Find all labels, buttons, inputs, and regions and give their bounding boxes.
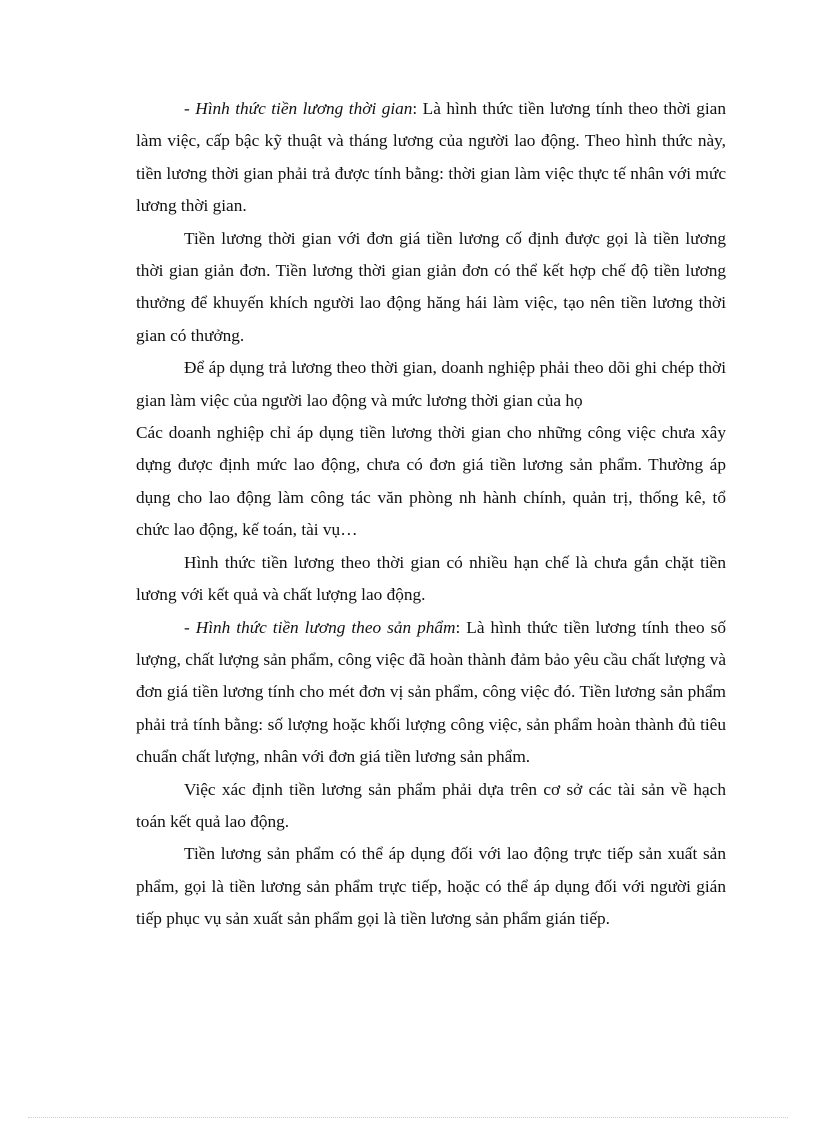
paragraph-text: : Là hình thức tiền lương tính theo thời gian làm việc, cấp bậc kỹ thuật và tháng lương của người lao động. Theo hình thức này, tiền lương thời gian phải trả được tính bằng: thời gian làm việc thực tế nhân với mức lương thời gian. [136,99,726,216]
paragraph-determination: Việc xác định tiền lương sản phẩm phải dựa trên cơ sở các tài sản về hạch toán kết quả lao động. [136,779,726,831]
term-time-based-wage: Hình thức tiền lương thời gian [195,99,413,118]
paragraph-applicable-cases: Các doanh nghiệp chỉ áp dụng tiền lương thời gian cho những công việc chưa xây dựng được định mức lao động, chưa có đơn giá tiền lương sản phẩm. Thường áp dụng cho lao động làm công tác văn phòng nh hành chính, quản trị, thống kê, tổ chức lao động, kế toán, tài vụ… [136,423,726,540]
paragraph-text: : Là hình thức tiền lương tính theo số lượng, chất lượng sản phẩm, công việc đã hoàn thành đảm bảo yêu cầu chất lượng và đơn giá tiền lương tính cho mét đơn vị sản phẩm, công việc đó. Tiền lương sản phẩm phải trả tính bằng: số lượng hoặc khối lượng công việc, sản phẩm hoàn thành đủ tiêu chuẩn chất lượng, nhân với đơn giá tiền lương sản phẩm. [136,617,727,767]
paragraph-limitations: Hình thức tiền lương theo thời gian có nhiều hạn chế là chưa gắn chặt tiền lương với kết quả và chất lượng lao động. [136,552,726,605]
paragraph-time-based-wage [136,93,726,223]
list-dash: - [184,617,196,637]
paragraph-simple-time-wage: Tiền lương thời gian với đơn giá tiền lương cố định được gọi là tiền lương thời gian giản đơn. Tiền lương thời gian giản đơn có thể kết hợp chế độ tiền lương thưởng để khuyến khích người lao động hăng hái làm việc, tạo nên tiền lương thời gian có thưởng. [136,228,726,345]
term-product-based-wage: Hình thức tiền lương theo sản phẩm [195,617,456,637]
paragraph-time-tracking: Để áp dụng trả lương theo thời gian, doanh nghiệp phải theo dõi ghi chép thời gian làm việc của người lao động và mức lương thời gian của họ [136,358,726,410]
document-page [136,93,726,936]
list-dash: - [184,99,196,118]
paragraph-direct-indirect: Tiền lương sản phẩm có thể áp dụng đối với lao động trực tiếp sản xuất sản phẩm, gọi là tiền lương sản phẩm trực tiếp, hoặc có thể áp dụng đối với người gián tiếp phục vụ sản xuất sản phẩm gọi là tiền lương sản phẩm gián tiếp. [136,844,726,929]
paragraph-product-based-wage [136,612,726,774]
page-bottom-rule [28,1117,788,1118]
